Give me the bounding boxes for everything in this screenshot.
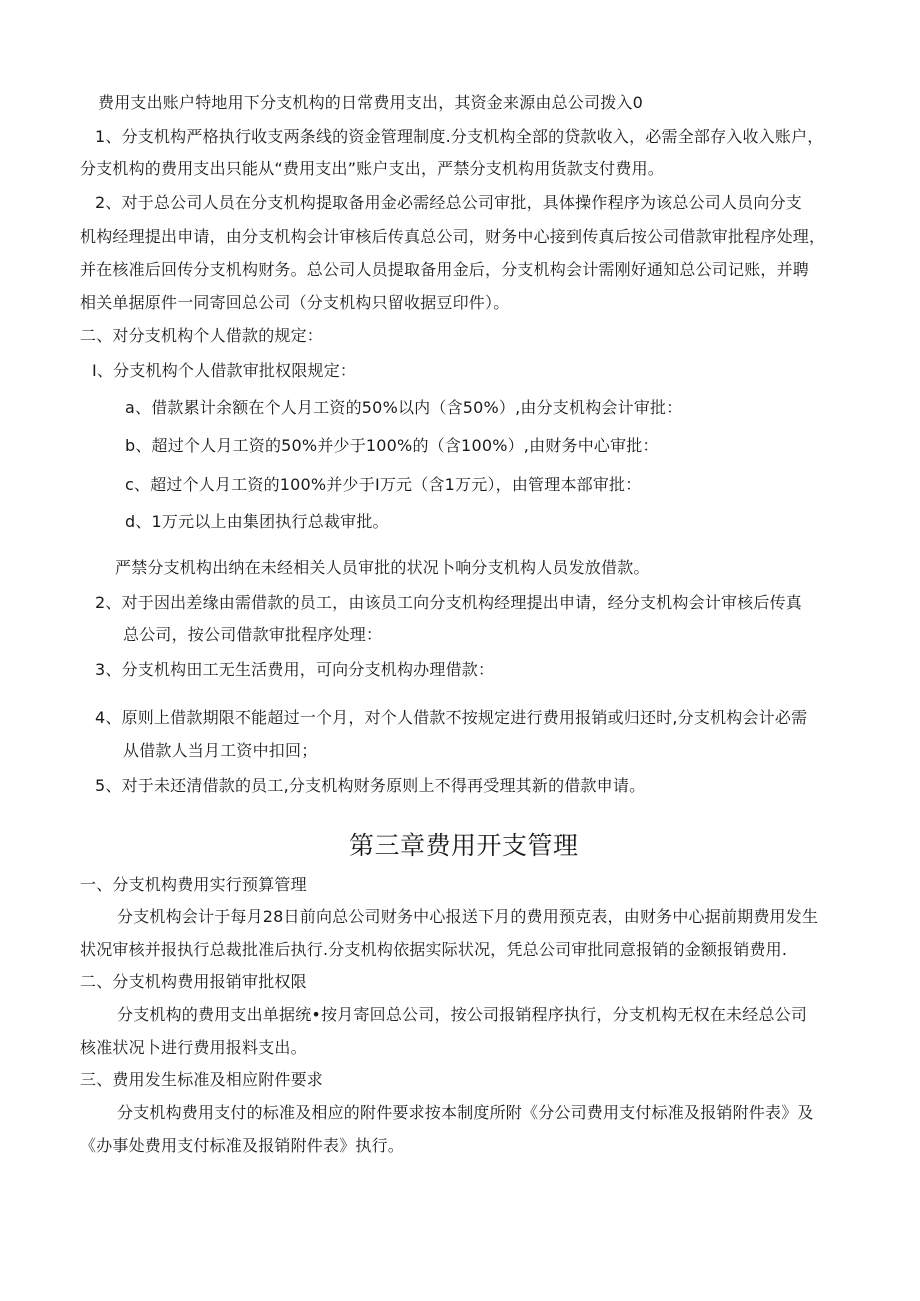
paragraph-line: 分支机构的费用支出单据统•按月寄回总公司，按公司报销程序执行，分支机构无权在未经总公司 — [117, 1005, 808, 1024]
paragraph-line: 总公司，按公司借款审批程序处理： — [123, 625, 383, 644]
paragraph-line: 分支机构费用支付的标准及相应的附件要求按本制度所附《分公司费用支付标准及报销附件表》及 — [117, 1103, 814, 1122]
paragraph-line: 核准状况卜进行费用报料支出。 — [80, 1038, 307, 1057]
list-item-i: I、分支机构个人借款审批权限规定： — [92, 361, 357, 380]
paragraph-line: 《办事处费用支付标准及报销附件表》执行。 — [80, 1136, 405, 1155]
list-item-c: c、超过个人月工资的100%并少于I万元（含1万元），由管理本部审批： — [125, 475, 642, 494]
paragraph-line: 分支机构的费用支出只能从“费用支出”账户支出，严禁分支机构用货款支付费用。 — [80, 159, 664, 178]
list-item-4: 4、原则上借款期限不能超过一个月，对个人借款不按规定进行费用报销或归还时,分支机构会计必需 — [95, 708, 808, 727]
paragraph-line: 从借款人当月工资中扣回； — [123, 741, 318, 760]
list-item-3: 3、分支机构田工无生活费用，可向分支机构办理借款： — [95, 660, 495, 679]
list-item-a: a、借款累计余额在个人月工资的50%以内（含50%）,由分支机构会计审批： — [125, 398, 683, 417]
list-item-2b: 2、对于因出差缘由需借款的员工，由该员工向分支机构经理提出申请，经分支机构会计审核后传真 — [95, 593, 802, 612]
paragraph-line: 费用支出账户特地用下分支机构的日常费用支出，其资金来源由总公司拨入0 — [98, 93, 643, 112]
list-item-2: 2、对于总公司人员在分支机构提取备用金必需经总公司审批，具体操作程序为该总公司人员向分支 — [95, 193, 802, 212]
paragraph-line: 状况审核并报执行总裁批准后执行.分支机构依据实际状况，凭总公司审批同意报销的金额报销费用. — [80, 940, 788, 959]
paragraph-line: 并在核准后回传分支机构财务。总公司人员提取备用金后，分支机构会计需刚好通知总公司记账，并聘 — [80, 260, 810, 279]
section-heading: 二、对分支机构个人借款的规定： — [80, 326, 324, 345]
paragraph-line: 分支机构会计于每月28日前向总公司财务中心报送下月的费用预克表，由财务中心据前期费用发生 — [117, 907, 819, 926]
section-heading: 三、费用发生标准及相应附件要求 — [80, 1070, 324, 1089]
section-heading: 一、分支机构费用实行预算管理 — [80, 875, 307, 894]
chapter-title: 第三章费用开支管理 — [349, 831, 579, 860]
list-item-5: 5、对于未还清借款的员工,分支机构财务原则上不得再受理其新的借款申请。 — [95, 776, 646, 795]
list-item-1: 1、分支机构严格执行收支两条线的资金管理制度.分支机构全部的贷款收入，必需全部存入收入账户， — [95, 127, 824, 146]
paragraph-line: 相关单据原件一同寄回总公司（分支机构只留收据豆印件）。 — [80, 293, 510, 312]
list-item-b: b、超过个人月工资的50%并少于100%的（含100%）,由财务中心审批： — [125, 436, 659, 455]
section-heading: 二、分支机构费用报销审批权限 — [80, 972, 307, 991]
paragraph-line: 严禁分支机构出纳在未经相关人员审批的状况卜响分支机构人员发放借款。 — [115, 558, 650, 577]
list-item-d: d、1万元以上由集团执行总裁审批。 — [125, 512, 389, 531]
paragraph-line: 机构经理提出申请，由分支机构会计审核后传真总公司，财务中心接到传真后按公司借款审批程序处理， — [80, 227, 826, 246]
